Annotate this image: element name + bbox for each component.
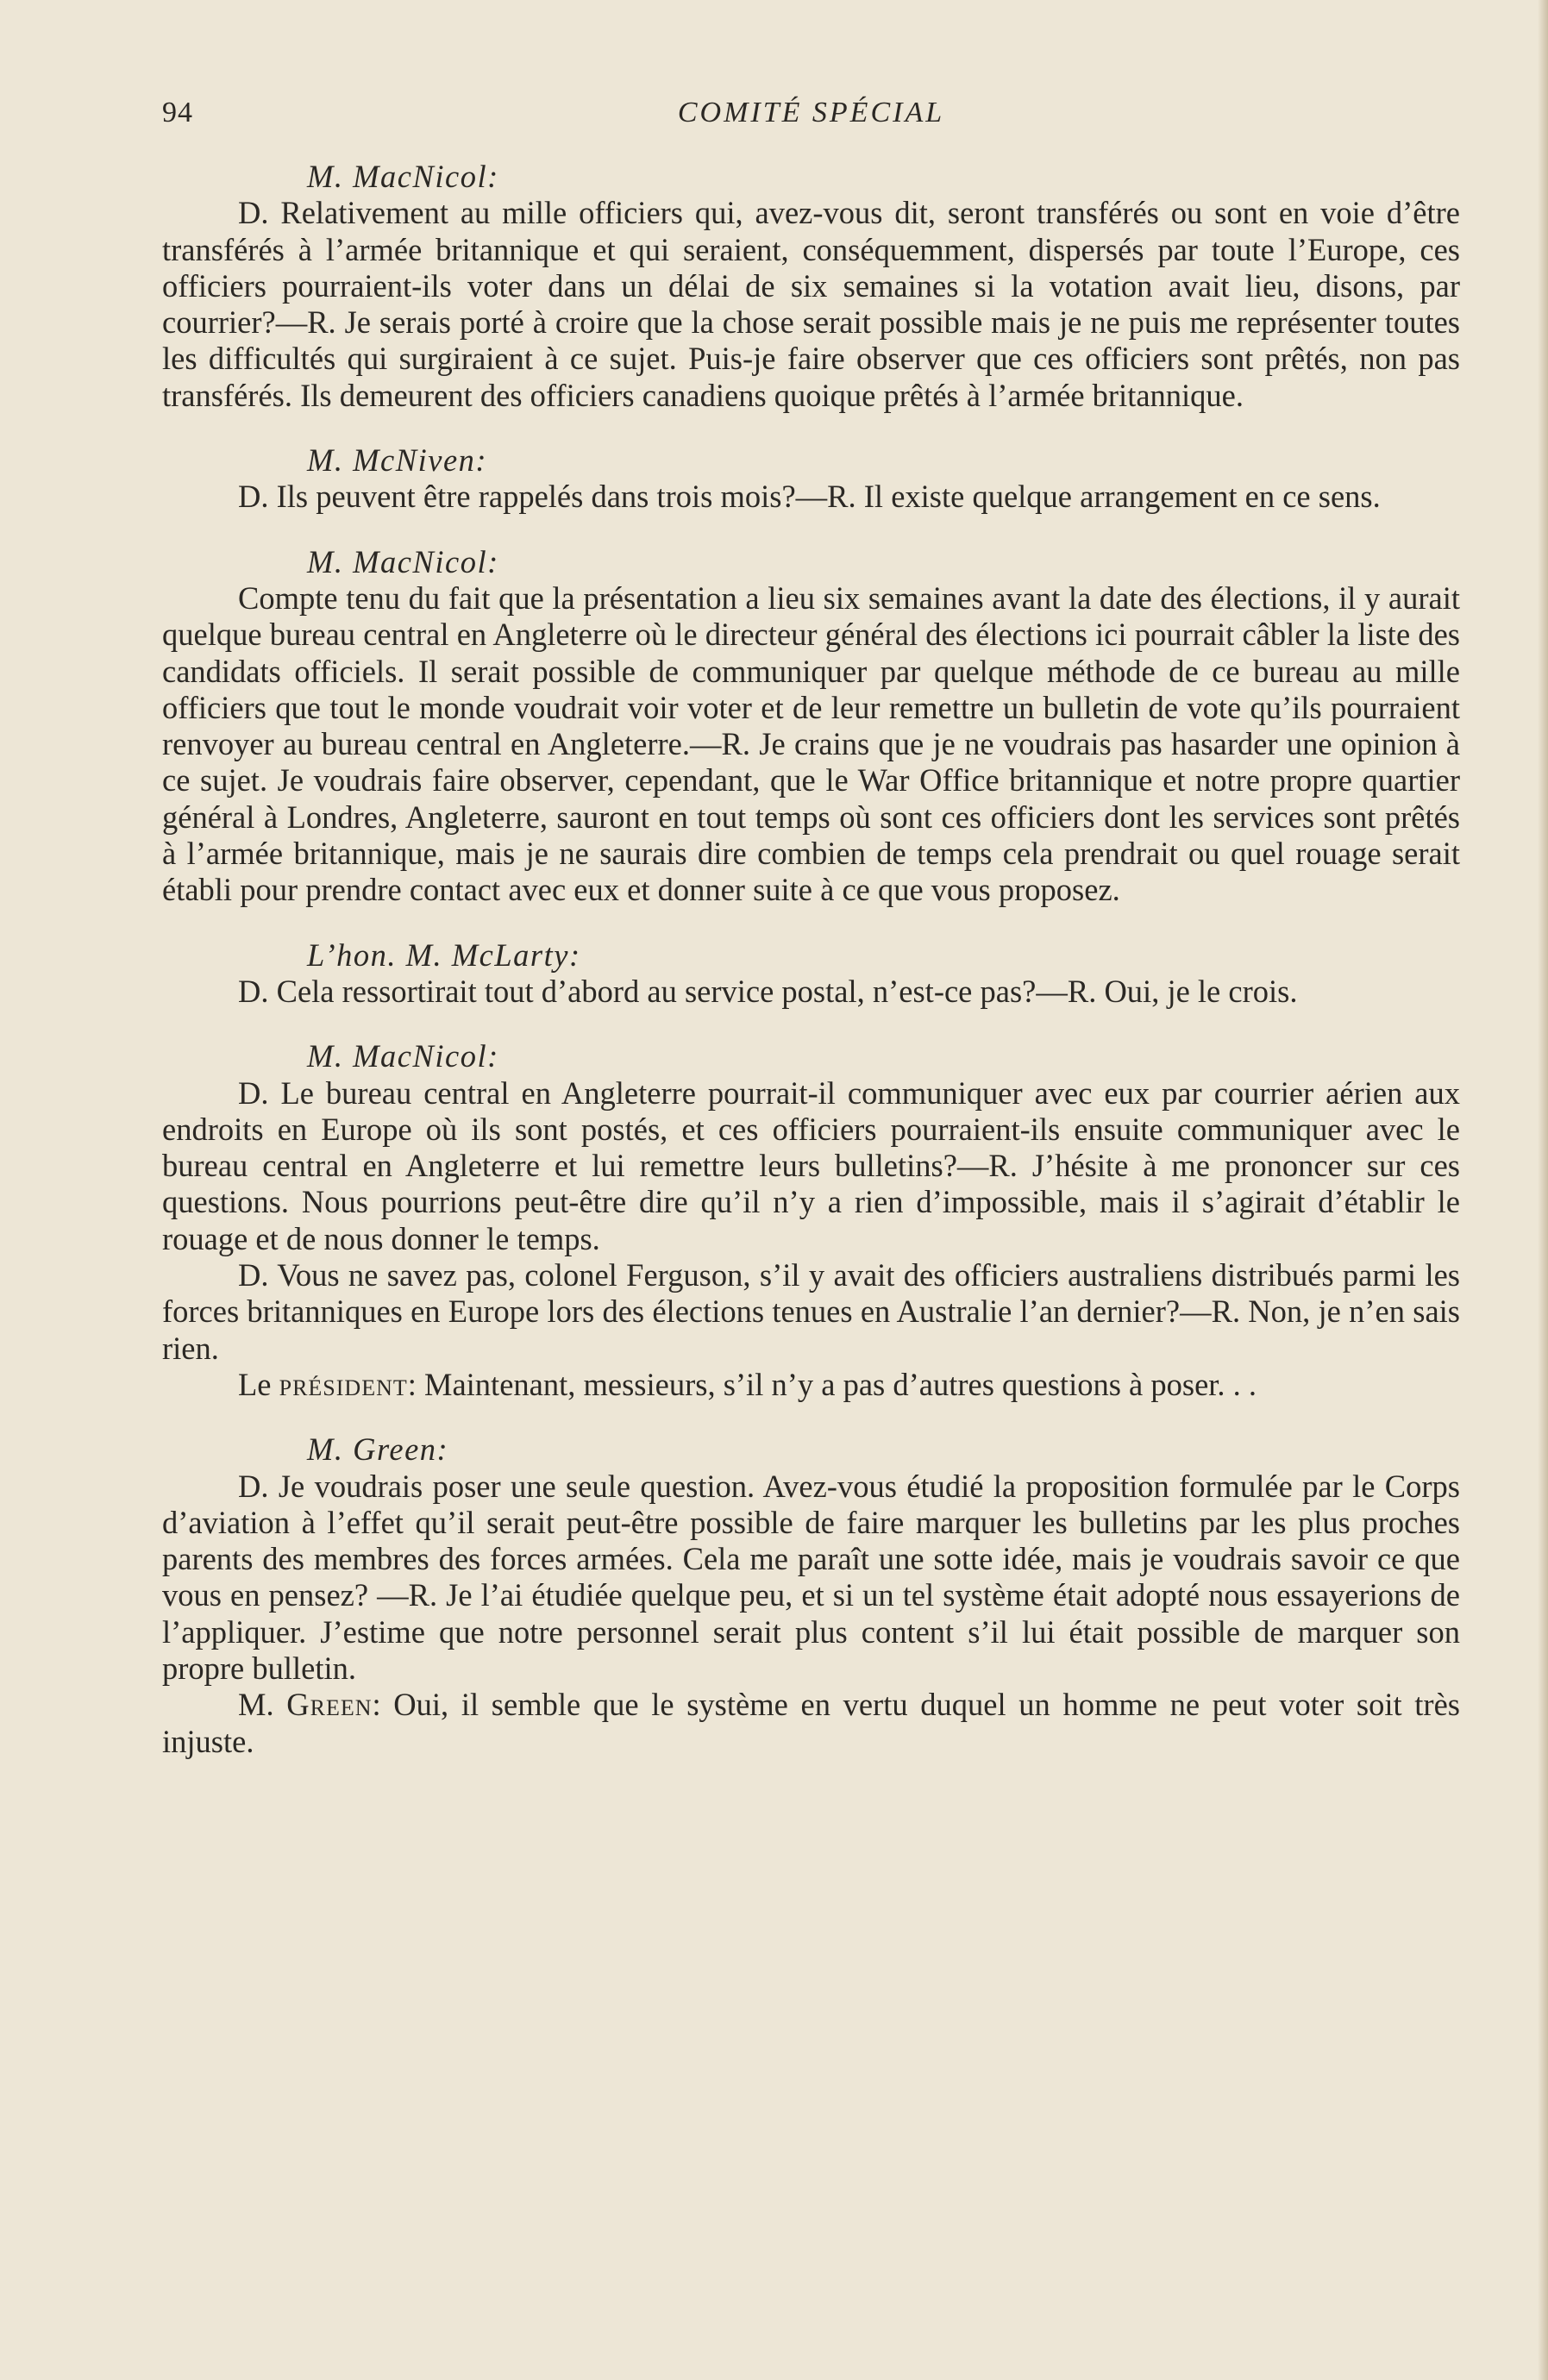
exchange-block	[162, 159, 1460, 414]
closing-statement	[162, 1687, 1460, 1760]
speaker-label: L’hon. M. McLarty:	[307, 936, 581, 973]
exchange-block	[162, 442, 1460, 516]
statement-text: : Maintenant, messieurs, s’il n’y a pas d’autres questions à poser. . .	[407, 1366, 1257, 1402]
president-statement	[162, 1367, 1460, 1403]
statement-text: : Oui, il semble que le système en vertu duquel un homme ne peut voter soit très injuste.	[162, 1687, 1460, 1759]
paragraph: D. Je voudrais poser une seule question. Avez-vous étudié la proposition formulée par le Corps d’aviation à l’effet qu’il serait peut-être possible de faire marquer les bulletins par les plus proches parents des membres des forces armées. Cela me paraît une sotte idée, mais je voudrais savoir ce que vous en pensez? —R. Je l’ai étudiée quelque peu, et si un tel système était adopté nous essayerions de l’appliquer. J’estime que notre personnel serait plus content s’il lui était possible de marquer son propre bulletin.	[162, 1468, 1460, 1686]
statement-prefix: M.	[238, 1687, 287, 1723]
transcript-body	[162, 159, 1460, 1760]
exchange-block	[162, 1431, 1460, 1760]
speaker-label: M. MacNicol:	[307, 543, 499, 579]
paragraph: D. Ils peuvent être rappelés dans trois mois?—R. Il existe quelque arrangement en ce sens.	[238, 479, 1381, 515]
speaker-label: M. MacNicol:	[307, 1038, 499, 1074]
statement-prefix: Le	[238, 1366, 279, 1402]
exchange-block	[162, 544, 1460, 909]
paragraph: D. Vous ne savez pas, colonel Ferguson, s’il y avait des officiers australiens distribués parmi les forces britanniques en Europe lors des élections tenues en Australie l’an dernier?—R. Non, je n’en sais rien.	[162, 1257, 1460, 1366]
exchange-block	[162, 937, 1460, 1011]
paragraph: D. Relativement au mille officiers qui, avez-vous dit, seront transférés ou sont en voie d’être transférés à l’armée britannique et qui seraient, conséquemment, dispersés par toute l’Europe, ces officiers pourraient-ils voter dans un délai de six semaines si la votation avait lieu, disons, par courrier?—R. Je serais porté à croire que la chose serait possible mais je ne puis me représenter toutes les difficultés qui surgiraient à ce sujet. Puis-je faire observer que ces officiers sont prêtés, non pas transférés. Ils demeurent des officiers canadiens quoique prêtés à l’armée britannique.	[162, 195, 1460, 413]
speaker-label: M. Green:	[307, 1431, 449, 1468]
paragraph: Compte tenu du fait que la présentation a lieu six semaines avant la date des élections, il y aurait quelque bureau central en Angleterre où le directeur général des élections ici pourrait câbler la liste des candidats officiels. Il serait possible de communiquer par quelque méthode de ce bureau au mille officiers que tout le monde voudrait voir voter et de leur remettre un bulletin de vote qu’ils pourraient renvoyer au bureau central en Angleterre.—R. Je crains que je ne voudrais pas hasarder une opinion à ce sujet. Je voudrais faire observer, cependant, que le War Office britannique et notre propre quartier général à Londres, Angleterre, sauront en tout temps où sont ces officiers dont les services sont prêtés à l’armée britannique, mais je ne saurais dire combien de temps cela prendrait ou quel rouage serait établi pour prendre contact avec eux et donner suite à ce que vous proposez.	[162, 579, 1460, 908]
exchange-block	[162, 1038, 1460, 1403]
paragraph: D. Le bureau central en Angleterre pourrait-il communiquer avec eux par courrier aérien aux endroits en Europe où ils sont postés, et ces officiers pourraient-ils ensuite communiquer avec le bureau central en Angleterre et lui remettre leurs bulletins?—R. J’hésite à me prononcer sur ces questions. Nous pourrions peut-être dire qu’il n’y a rien d’impossible, mais il s’agirait d’établir le rouage et de nous donner le temps.	[162, 1074, 1460, 1256]
page-number: 94	[162, 97, 193, 128]
page-header	[162, 97, 1460, 131]
speaker-label: M. McNiven:	[307, 442, 488, 479]
speaker-name: Green	[286, 1687, 373, 1723]
speaker-title: président	[279, 1366, 408, 1402]
page-edge-shadow	[1538, 0, 1548, 2380]
running-head: COMITÉ SPÉCIAL	[677, 97, 945, 128]
paragraph: D. Cela ressortirait tout d’abord au service postal, n’est-ce pas?—R. Oui, je le crois.	[238, 973, 1298, 1009]
speaker-label: M. MacNicol:	[307, 159, 499, 194]
